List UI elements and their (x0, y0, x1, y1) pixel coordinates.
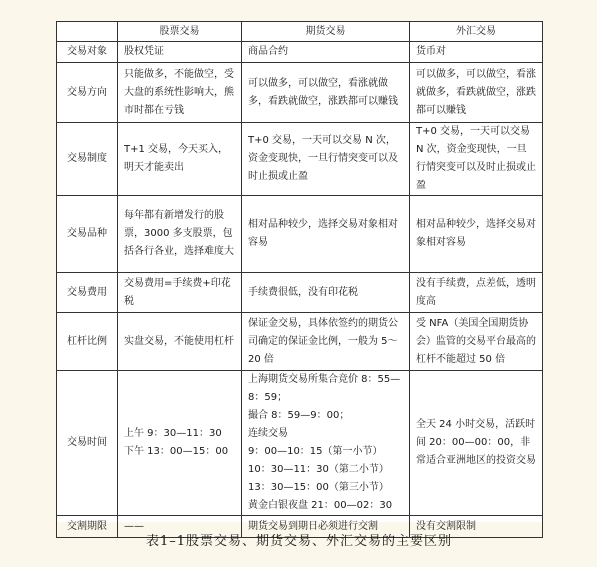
cell-futures (242, 371, 410, 516)
cell-futures: 期货交易到期日必须进行交割 (242, 516, 410, 538)
cell-forex: 受 NFA（美国全国期货协会）监管的交易平台最高的杠杆不能超过 50 倍 (410, 313, 543, 371)
row-label: 交易方向 (57, 63, 118, 123)
row-trade-fees (57, 273, 543, 313)
cell-stock: 交易费用=手续费+印花税 (118, 273, 242, 313)
cell-futures: 商品合约 (242, 42, 410, 63)
row-label: 交割期限 (57, 516, 118, 538)
row-trade-object (57, 42, 543, 63)
cell-forex: 货币对 (410, 42, 543, 63)
cell-forex: 没有手续费，点差低，透明度高 (410, 273, 543, 313)
row-trade-variety (57, 196, 543, 273)
futures-hours-line: 连续交易 (248, 428, 288, 439)
cell-futures: T+0 交易，一天可以交易 N 次，资金变现快，一旦行情突变可以及时止损或止盈 (242, 123, 410, 196)
stock-hours-line: 上午 9：30—11：30 (124, 428, 222, 439)
row-trade-system (57, 123, 543, 196)
cell-stock: 股权凭证 (118, 42, 242, 63)
row-label: 交易制度 (57, 123, 118, 196)
row-label: 杠杆比例 (57, 313, 118, 371)
cell-stock: 实盘交易，不能使用杠杆 (118, 313, 242, 371)
cell-futures: 手续费很低，没有印花税 (242, 273, 410, 313)
futures-hours-line: 13：30—15：00（第三小节） (248, 482, 389, 493)
header-forex: 外汇交易 (410, 22, 543, 42)
cell-futures: 保证金交易，具体依签约的期货公司确定的保证金比例，一般为 5～20 倍 (242, 313, 410, 371)
cell-forex: 没有交割限制 (410, 516, 543, 538)
cell-stock: T+1 交易，今天买入，明天才能卖出 (118, 123, 242, 196)
cell-forex: T+0 交易，一天可以交易 N 次，资金变现快，一旦行情突变可以及时止损或止盈 (410, 123, 543, 196)
header-stock: 股票交易 (118, 22, 242, 42)
header-corner (57, 22, 118, 42)
futures-hours-line: 撮合 8：59—9：00； (248, 410, 350, 421)
cell-futures: 可以做多，可以做空，看涨就做多，看跌就做空，涨跌都可以赚钱 (242, 63, 410, 123)
header-row (57, 22, 543, 42)
table-caption: 表1–1股票交易、期货交易、外汇交易的主要区别 (145, 534, 453, 549)
cell-stock: —— (118, 516, 242, 538)
cell-stock (118, 371, 242, 516)
comparison-table (56, 21, 543, 538)
cell-stock: 每年都有新增发行的股票，3000 多支股票，包括各行各业，选择难度大 (118, 196, 242, 273)
row-label: 交易对象 (57, 42, 118, 63)
futures-hours-line: 黄金白银夜盘 21：00—02：30 (248, 500, 393, 511)
cell-forex: 全天 24 小时交易，活跃时间 20：00—00：00，非常适合亚洲地区的投资交易 (410, 371, 543, 516)
futures-hours-line: 10：30—11：30（第二小节） (248, 464, 389, 475)
row-label: 交易费用 (57, 273, 118, 313)
row-trade-hours (57, 371, 543, 516)
cell-stock: 只能做多，不能做空，受大盘的系统性影响大，熊市时都在亏钱 (118, 63, 242, 123)
futures-hours-line: 9：00—10：15（第一小节） (248, 446, 383, 457)
cell-forex: 可以做多，可以做空，看涨就做多，看跌就做空，涨跌都可以赚钱 (410, 63, 543, 123)
cell-futures: 相对品种较少，选择交易对象相对容易 (242, 196, 410, 273)
row-label: 交易品种 (57, 196, 118, 273)
cell-forex: 相对品种较少，选择交易对象相对容易 (410, 196, 543, 273)
stock-hours-line: 下午 13：00—15：00 (124, 446, 229, 457)
row-leverage (57, 313, 543, 371)
row-label: 交易时间 (57, 371, 118, 516)
header-futures: 期货交易 (242, 22, 410, 42)
comparison-sheet (56, 21, 542, 532)
row-trade-direction (57, 63, 543, 123)
futures-hours-line: 上海期货交易所集合竞价 8：55—8：59； (248, 374, 401, 403)
